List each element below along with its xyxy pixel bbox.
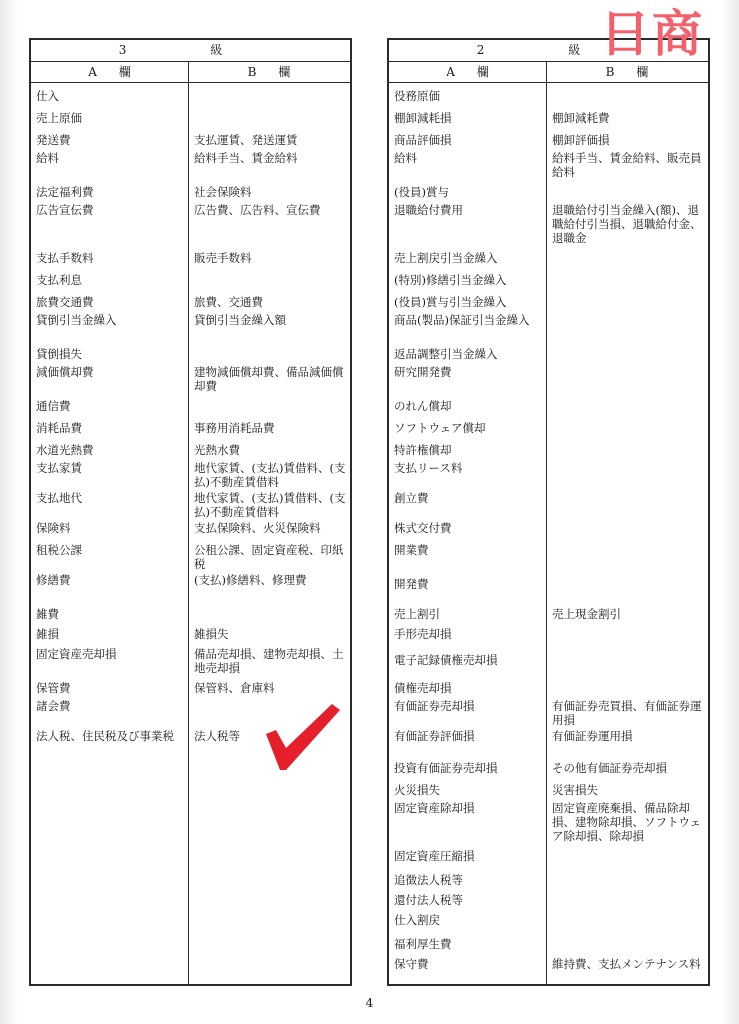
grade3-row-1-account: 仕入 xyxy=(36,89,59,103)
grade3-row-8-account: 支払利息 xyxy=(36,273,82,287)
grade2-row-3-account: 商品評価損 xyxy=(394,133,452,147)
grade3-row-24-account: 保管費 xyxy=(36,681,71,695)
grade3-row-9-alias: 旅費、交通費 xyxy=(194,295,263,309)
grade3-row-21-account: 雑費 xyxy=(36,607,59,621)
grade3-row-19-account: 租税公課 xyxy=(36,543,82,557)
grade3-row-15-alias: 光熱水費 xyxy=(194,443,240,457)
grade3-table xyxy=(29,38,352,986)
grade3-row-6-account: 広告宣伝費 xyxy=(36,203,94,217)
grade2-row-2-alias: 棚卸減耗費 xyxy=(552,111,610,125)
grade3-row-12-alias: 建物減価償却費、備品減価償却費 xyxy=(194,365,344,393)
grade3-row-14-alias: 事務用消耗品費 xyxy=(194,421,275,435)
grade3-title: 3 級 xyxy=(31,40,350,62)
grade3-row-12-account: 減価償却費 xyxy=(36,365,94,379)
red-check-mark-icon xyxy=(262,700,346,774)
grade3-row-14-account: 消耗品費 xyxy=(36,421,82,435)
grade2-row-27-account: 投資有価証券売却損 xyxy=(394,761,498,775)
grade3-row-7-account: 支払手数料 xyxy=(36,251,94,265)
grade2-row-26-account: 有価証券評価損 xyxy=(394,729,475,743)
grade2-row-19-account: 開業費 xyxy=(394,543,429,557)
grade2-row-28-alias: 災害損失 xyxy=(552,783,598,797)
grade3-row-4-account: 給料 xyxy=(36,151,59,165)
grade3-row-17-alias: 地代家賃、(支払)賃借料、(支払)不動産賃借料 xyxy=(194,491,346,519)
table-gap xyxy=(352,38,387,986)
grade2-row-6-account: 退職給付費用 xyxy=(394,203,463,217)
grade2-row-25-alias: 有価証券売買損、有価証券運用損 xyxy=(552,699,702,727)
grade2-row-4-account: 給料 xyxy=(394,151,417,165)
grade3-column-a-header: A 欄 xyxy=(31,62,188,83)
grade3-row-11-account: 貸倒損失 xyxy=(36,347,82,361)
grade2-row-9-account: (役員)賞与引当金繰入 xyxy=(394,295,507,309)
grade3-row-16-account: 支払家賃 xyxy=(36,461,82,475)
grade3-row-26-account: 法人税、住民税及び事業税 xyxy=(36,729,174,743)
grade2-row-3-alias: 棚卸評価損 xyxy=(552,133,610,147)
grade3-row-2-account: 売上原価 xyxy=(36,111,82,125)
grade3-row-16-alias: 地代家賃、(支払)賃借料、(支払)不動産賃借料 xyxy=(194,461,346,489)
grade2-row-24-account: 債権売却損 xyxy=(394,681,452,695)
grade2-row-17-account: 創立費 xyxy=(394,491,429,505)
grade2-table xyxy=(387,38,710,986)
grade2-row-34-account: 福利厚生費 xyxy=(394,937,452,951)
grade3-row-9-account: 旅費交通費 xyxy=(36,295,94,309)
grade3-row-22-alias: 雑損失 xyxy=(194,627,229,641)
grade2-row-28-account: 火災損失 xyxy=(394,783,440,797)
grade2-column-b-header: B 欄 xyxy=(546,62,708,83)
grade3-row-23-alias: 備品売却損、建物売却損、土地売却損 xyxy=(194,647,344,675)
grade3-row-18-alias: 支払保険料、火災保険料 xyxy=(194,521,321,535)
grade2-row-26-alias: 有価証券運用損 xyxy=(552,729,633,743)
grade2-row-13-account: のれん償却 xyxy=(394,399,452,413)
grade3-row-19-alias: 公租公課、固定資産税、印紙税 xyxy=(194,543,344,571)
grade3-row-3-alias: 支払運賃、発送運賃 xyxy=(194,133,298,147)
grade3-row-22-account: 雑損 xyxy=(36,627,59,641)
grade2-row-29-alias: 固定資産廃棄損、備品除却損、建物除却損、ソフトウェア除却損、除却損 xyxy=(552,801,702,843)
grade3-row-18-account: 保険料 xyxy=(36,521,71,535)
grade2-row-18-account: 株式交付費 xyxy=(394,521,452,535)
page-shadow-left xyxy=(0,0,18,1024)
grade2-row-11-account: 返品調整引当金繰入 xyxy=(394,347,498,361)
grade2-row-6-alias: 退職給付引当金繰入(額)、退職給付引当損、退職給付金、退職金 xyxy=(552,203,702,245)
grade3-row-15-account: 水道光熱費 xyxy=(36,443,94,457)
grade2-row-2-account: 棚卸減耗損 xyxy=(394,111,452,125)
grade2-row-1-account: 役務原価 xyxy=(394,89,440,103)
grade2-row-31-account: 追徴法人税等 xyxy=(394,873,463,887)
grade2-row-27-alias: その他有価証券売却損 xyxy=(552,761,667,775)
page-shadow-right xyxy=(721,0,739,1024)
grade2-row-22-account: 手形売却損 xyxy=(394,627,452,641)
grade2-row-30-account: 固定資産圧縮損 xyxy=(394,849,475,863)
grade2-row-12-account: 研究開発費 xyxy=(394,365,452,379)
grade3-column-divider xyxy=(188,62,189,984)
grade2-row-21-alias: 売上現金割引 xyxy=(552,607,621,621)
grade2-row-16-account: 支払リース料 xyxy=(394,461,463,475)
grade3-row-6-alias: 広告費、広告料、宣伝費 xyxy=(194,203,321,217)
grade2-row-23-account: 電子記録債権売却損 xyxy=(394,653,498,667)
grade2-row-32-account: 還付法人税等 xyxy=(394,893,463,907)
grade2-row-25-account: 有価証券売却損 xyxy=(394,699,475,713)
grade2-row-4-alias: 給料手当、賃金給料、販売員給料 xyxy=(552,151,702,179)
grade2-column-a-header: A 欄 xyxy=(389,62,546,83)
grade2-row-35-alias: 維持費、支払メンテナンス料 xyxy=(552,957,701,971)
grade3-row-10-alias: 貸倒引当金繰入額 xyxy=(194,313,286,327)
grade2-row-29-account: 固定資産除却損 xyxy=(394,801,475,815)
grade2-row-14-account: ソフトウェア償却 xyxy=(394,421,486,435)
grade3-row-5-account: 法定福利費 xyxy=(36,185,94,199)
grade2-row-15-account: 特許権償却 xyxy=(394,443,452,457)
grade3-column-b-header: B 欄 xyxy=(188,62,350,83)
grade3-row-20-account: 修繕費 xyxy=(36,573,71,587)
grade3-row-23-account: 固定資産売却損 xyxy=(36,647,117,661)
grade3-row-3-account: 発送費 xyxy=(36,133,71,147)
grade2-title: 2 級 xyxy=(389,40,708,62)
grade3-row-5-alias: 社会保険料 xyxy=(194,185,252,199)
page-number: 4 xyxy=(365,996,374,1010)
grade2-row-7-account: 売上割戻引当金繰入 xyxy=(394,251,498,265)
grade3-row-7-alias: 販売手数料 xyxy=(194,251,252,265)
grade2-row-35-account: 保守費 xyxy=(394,957,429,971)
grade2-row-33-account: 仕入割戻 xyxy=(394,913,440,927)
grade3-row-24-alias: 保管料、倉庫料 xyxy=(194,681,275,695)
grade2-row-8-account: (特別)修繕引当金繰入 xyxy=(394,273,507,287)
grade2-row-10-account: 商品(製品)保証引当金繰入 xyxy=(394,313,530,327)
grade3-row-10-account: 貸倒引当金繰入 xyxy=(36,313,117,327)
grade2-row-21-account: 売上割引 xyxy=(394,607,440,621)
grade2-row-5-account: (役員)賞与 xyxy=(394,185,449,199)
grade2-row-20-account: 開発費 xyxy=(394,577,429,591)
grade3-row-13-account: 通信費 xyxy=(36,399,71,413)
grade3-row-20-alias: (支払)修繕料、修理費 xyxy=(194,573,307,587)
grade3-row-25-account: 諸会費 xyxy=(36,699,71,713)
grade3-row-4-alias: 給料手当、賃金給料 xyxy=(194,151,298,165)
grade2-column-divider xyxy=(546,62,547,984)
nissho-stamp: 日商 xyxy=(600,5,704,63)
grade3-row-26-alias: 法人税等 xyxy=(194,729,240,743)
grade3-row-17-account: 支払地代 xyxy=(36,491,82,505)
